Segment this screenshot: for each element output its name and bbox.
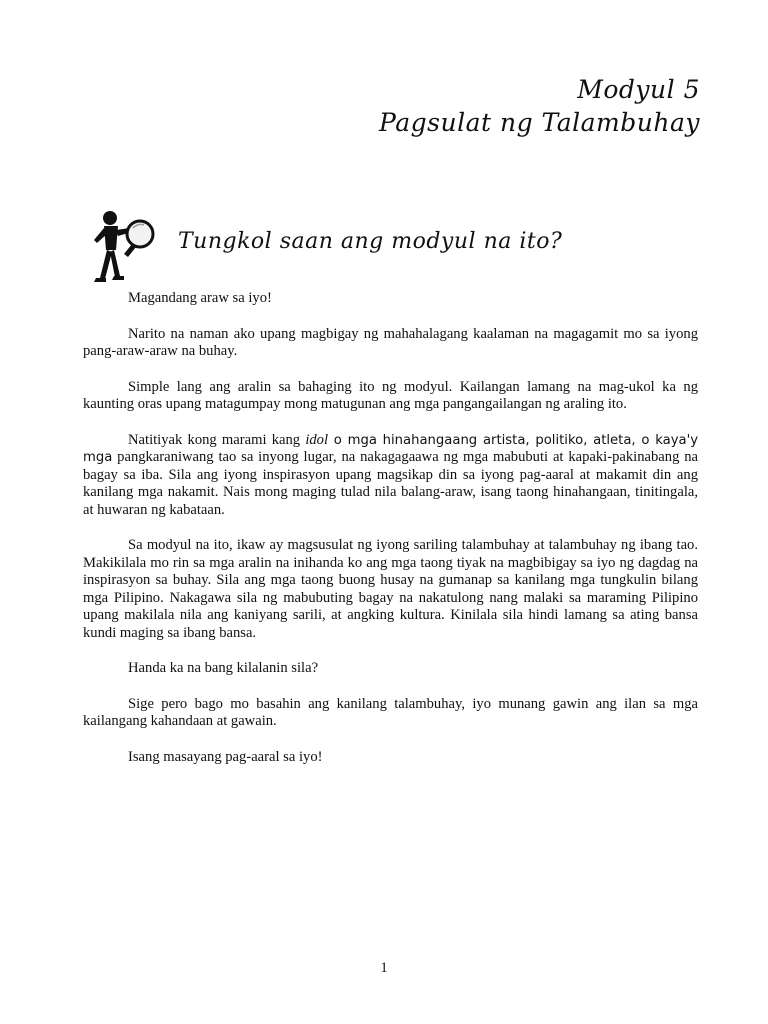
paragraph-question: Handa ka na bang kilalanin sila? — [128, 660, 319, 676]
paragraph-idol — [83, 432, 698, 520]
idol-word: idol — [305, 431, 329, 448]
section-heading: Tungkol saan ang modyul na ito? — [178, 229, 563, 254]
paragraph-module: Sa modyul na ito, ikaw ay magsusulat ng iyong sariling talambuhay at talambuhay ng ibang tao. Makikilala mo rin sa mga aralin na inihanda ko ang mga taong tiyak na magbibigay sa iyo ng dagdag na inspirasyon sa buhay. Sila ang mga taong buong husay na gumanap sa kanilang mga tungkulin bilang mga Pilipino. Nakagawa sila ng mabubuting bagay na nakatulong nang malaki sa maraming Pilipino upang makilala nila ang kaniyang sarili, at angking kultura. Kinilala sila hindi lamang sa ating bansa kundi maging sa ibang bansa. — [83, 537, 698, 641]
paragraph-idol-lead: Natitiyak kong marami kang — [128, 431, 306, 448]
module-title: Pagsulat ng Talambuhay — [379, 108, 700, 137]
module-number: Modyul 5 — [577, 75, 700, 104]
paragraph-instructions: Sige pero bago mo basahin ang kanilang talambuhay, iyo munang gawin ang ilan sa mga kailangang kahandaan at gawain. — [83, 695, 698, 729]
person-with-magnifying-glass-icon — [86, 206, 156, 288]
module-header — [379, 74, 700, 140]
page-number: 1 — [380, 960, 388, 976]
paragraph-idol-alt: o mga hinahangaang artista, politiko, atleta, o kaya'y mga — [83, 432, 699, 465]
paragraph-lesson: Simple lang ang aralin sa bahaging ito ng modyul. Kailangan lamang na mag-ukol ka ng kaunting oras upang matagumpay mong matugunan ang mga pangangailangan ng araling ito. — [83, 378, 698, 412]
body-text — [83, 290, 698, 784]
paragraph-intro: Narito na naman ako upang magbigay ng mahahalagang kaalaman na magagamit mo sa iyong pang-araw-araw na buhay. — [83, 325, 698, 359]
paragraph-closing: Isang masayang pag-aaral sa iyo! — [128, 748, 323, 765]
paragraph-idol-rest: pangkaraniwang tao sa inyong lugar, na nakagagaawa ng mga mabubuti at kapaki-pakinabang na bagay sa iba. Sila ang iyong inspirasyon upang magsikap din sa iyong pag-aaral at makamit din ang kanilang mga nakamit. Nais mong maging tulad nila balang-araw, isang taong hinahangaan, tinitingala, at huwaran ng kabataan. — [83, 449, 698, 518]
paragraph-greeting: Magandang araw sa iyo! — [128, 290, 272, 306]
